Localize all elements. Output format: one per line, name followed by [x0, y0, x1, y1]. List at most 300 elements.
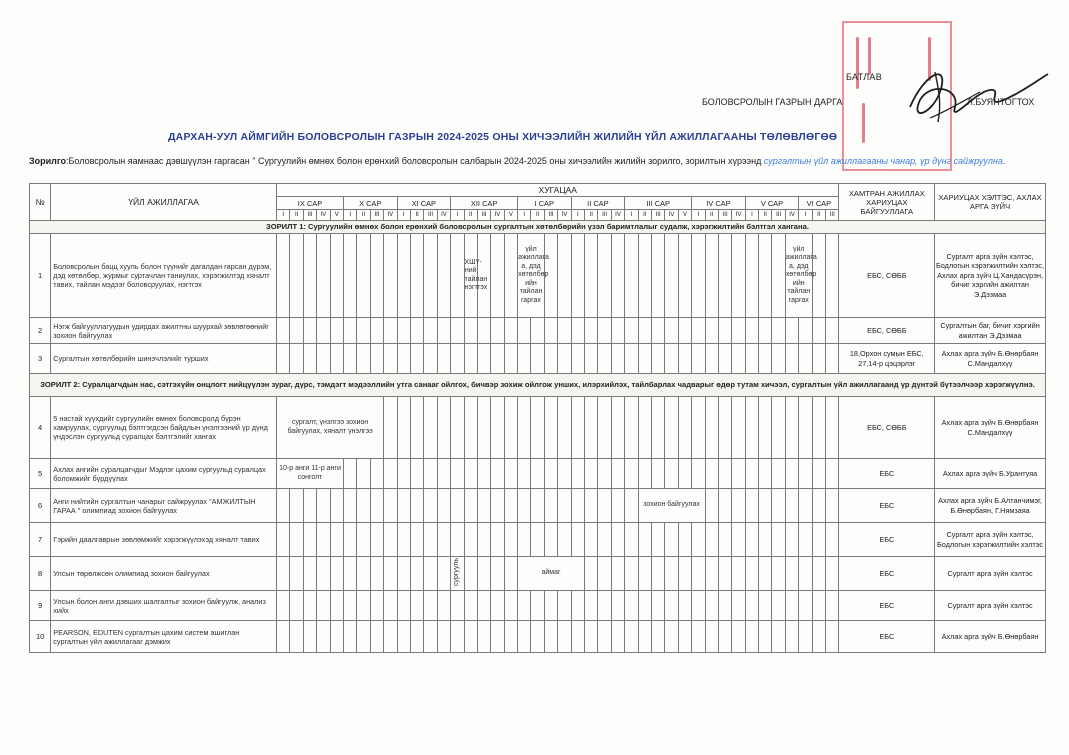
timeline-cell — [491, 318, 504, 344]
week-header: IV — [317, 210, 330, 221]
timeline-cell — [732, 489, 745, 523]
timeline-cell — [558, 397, 571, 459]
timeline-cell — [665, 459, 678, 489]
timeline-cell — [357, 234, 370, 318]
timeline-cell — [732, 523, 745, 557]
month-header: XII САР — [451, 197, 518, 210]
week-header: II — [464, 210, 477, 221]
timeline-cell — [625, 344, 638, 374]
week-header: III — [772, 210, 785, 221]
timeline-cell — [451, 489, 464, 523]
timeline-cell — [437, 557, 450, 591]
timeline-note-cell: үйл ажиллага а, дэд хөтөлбөр ийн тайлан гаргах — [518, 234, 545, 318]
table-row — [30, 557, 1046, 591]
timeline-cell — [424, 621, 437, 653]
timeline-cell — [384, 557, 397, 591]
row-number: 10 — [30, 621, 51, 653]
timeline-cell — [317, 621, 330, 653]
timeline-cell — [678, 591, 691, 621]
timeline-cell — [518, 397, 531, 459]
timeline-cell — [651, 591, 664, 621]
row-number: 6 — [30, 489, 51, 523]
timeline-cell — [544, 621, 557, 653]
timeline-cell — [558, 318, 571, 344]
row-activity: PEARSON, EDUTEN сургалтын цахим систем ашиглан сургалтын үйл ажиллагааг дэмжих — [51, 621, 277, 653]
timeline-cell — [785, 591, 798, 621]
week-header: II — [705, 210, 718, 221]
timeline-cell — [330, 557, 343, 591]
timeline-note: сургууль — [453, 557, 461, 586]
timeline-cell — [585, 234, 598, 318]
timeline-cell — [491, 397, 504, 459]
month-header: X САР — [343, 197, 397, 210]
timeline-cell — [638, 591, 651, 621]
timeline-cell — [518, 523, 531, 557]
timeline-cell — [692, 234, 705, 318]
timeline-cell — [504, 318, 517, 344]
timeline-cell — [397, 234, 410, 318]
timeline-cell — [424, 344, 437, 374]
row-activity: 5 настай хүүхдийг сургуулийн өмнөх боловсролд бүрэн хамруулах, сургуульд бэлтгэгдсэн байдлын үнэлгээний үр дүнд үндэслэн сургуульд суралцах бэлтгэлийг хангах — [51, 397, 277, 459]
timeline-cell — [290, 234, 303, 318]
timeline-cell — [759, 344, 772, 374]
month-header: IV САР — [692, 197, 746, 210]
timeline-cell — [585, 591, 598, 621]
row-responsible: Сургалтын баг, бичиг хэргийн ажилтан Э.Дэзмаа — [935, 318, 1046, 344]
week-header: III — [651, 210, 664, 221]
timeline-cell — [772, 523, 785, 557]
month-header: IX САР — [277, 197, 344, 210]
timeline-cell — [464, 459, 477, 489]
row-responsible: Ахлах арга зүйч Б.Алтанчимэг, Б.Өнөрбаян, Г.Нямзаяа — [935, 489, 1046, 523]
timeline-cell — [504, 344, 517, 374]
timeline-cell — [625, 557, 638, 591]
row-responsible: Ахлах арга зүйч Б.Өнөрбаян С.Мандалхүү — [935, 397, 1046, 459]
timeline-cell — [384, 344, 397, 374]
timeline-cell — [585, 344, 598, 374]
timeline-cell — [464, 523, 477, 557]
timeline-cell — [330, 621, 343, 653]
week-header: II — [357, 210, 370, 221]
timeline-cell — [772, 344, 785, 374]
timeline-cell — [558, 344, 571, 374]
timeline-cell — [504, 234, 517, 318]
week-header: IV — [732, 210, 745, 221]
month-header: V САР — [745, 197, 799, 210]
timeline-cell — [477, 621, 490, 653]
row-activity: Ахлах ангийн суралцагчдыг Мэдлэг цахим сургуульд суралцах боломжийг бүрдүүлах — [51, 459, 277, 489]
timeline-cell — [732, 621, 745, 653]
timeline-cell — [277, 318, 290, 344]
row-activity: Боловсролын бацц хууль болон түүнийг дагалдан гарсан дүрэм, дэд хөтөлбөр, журмыг суртачлан таниулах, хэрэгжилтэд хяналт тавих, тайлан мэдээг боловсруулах, нэгтгэх — [51, 234, 277, 318]
timeline-cell — [745, 344, 758, 374]
timeline-cell — [343, 318, 356, 344]
timeline-cell — [598, 557, 611, 591]
timeline-cell — [571, 344, 584, 374]
timeline-cell — [451, 591, 464, 621]
timeline-cell — [571, 489, 584, 523]
month-header: I САР — [518, 197, 572, 210]
timeline-cell — [518, 591, 531, 621]
timeline-cell — [370, 489, 383, 523]
timeline-cell — [531, 397, 544, 459]
row-responsible: Сургалт арга зүйн хэлтэс — [935, 591, 1046, 621]
timeline-cell — [665, 397, 678, 459]
week-header: IV — [437, 210, 450, 221]
timeline-cell — [678, 318, 691, 344]
timeline-cell — [277, 523, 290, 557]
timeline-cell — [745, 621, 758, 653]
goal-row-title: ЗОРИЛТ 2: Суралцагчдын нас, сэтгэхүйн онцлогт нийцүүлэн зураг, дүрс, тэмдэгт мэдээллийн утга санааг ойлгох, бичвэр зохиж ойлгож унших, илэрхийлэх, тайлбарлах чадварыг өдөр тутам хичээл, сургалтын үйл ажиллагаанд үр дүнтэй бүтээлчээр хэрэгжүүлнэ. — [30, 374, 1046, 397]
timeline-cell — [357, 318, 370, 344]
timeline-cell — [477, 489, 490, 523]
timeline-cell — [290, 344, 303, 374]
goal-text: :Боловсролын яамнаас дэвшүүлэн гаргасан " Сургуулийн өмнөх болон ерөнхий боловсролын салбарын 2024-2025 оны хичээлийн жилийн зорилго, зорилтын хүрээнд — [66, 156, 764, 166]
timeline-cell — [317, 234, 330, 318]
timeline-cell — [531, 318, 544, 344]
timeline-cell — [651, 523, 664, 557]
document-title: ДАРХАН-УУЛ АЙМГИЙН БОЛОВСРОЛЫН ГАЗРЫН 2024-2025 ОНЫ ХИЧЭЭЛИЙН ЖИЛИЙН ҮЙЛ АЖИЛЛАГААНЫ ТӨЛӨВЛӨГӨӨ — [168, 131, 838, 143]
row-cooperating: ЕБС — [839, 489, 935, 523]
month-header: II САР — [571, 197, 625, 210]
timeline-cell — [665, 621, 678, 653]
timeline-cell — [692, 459, 705, 489]
timeline-cell — [732, 459, 745, 489]
timeline-cell — [384, 621, 397, 653]
timeline-cell — [397, 397, 410, 459]
week-header: IV — [558, 210, 571, 221]
timeline-cell — [424, 459, 437, 489]
timeline-cell — [611, 591, 624, 621]
timeline-cell — [638, 557, 651, 591]
week-header: IV — [785, 210, 798, 221]
timeline-cell — [464, 318, 477, 344]
timeline-cell — [544, 459, 557, 489]
timeline-cell — [343, 621, 356, 653]
timeline-cell — [718, 621, 731, 653]
timeline-cell — [370, 591, 383, 621]
timeline-cell — [290, 591, 303, 621]
timeline-cell — [464, 621, 477, 653]
timeline-cell — [812, 591, 825, 621]
timeline-cell — [799, 523, 812, 557]
timeline-cell — [410, 344, 423, 374]
row-cooperating: ЕБС — [839, 591, 935, 621]
row-cooperating: ЕБС — [839, 621, 935, 653]
table-row — [30, 591, 1046, 621]
timeline-cell — [370, 621, 383, 653]
timeline-cell — [504, 621, 517, 653]
timeline-cell — [531, 489, 544, 523]
timeline-cell — [611, 234, 624, 318]
timeline-cell — [397, 621, 410, 653]
week-header: III — [544, 210, 557, 221]
timeline-cell — [665, 557, 678, 591]
timeline-cell — [678, 397, 691, 459]
timeline-cell — [357, 344, 370, 374]
timeline-cell — [705, 459, 718, 489]
timeline-cell — [678, 621, 691, 653]
timeline-cell — [772, 459, 785, 489]
timeline-cell — [397, 318, 410, 344]
timeline-cell — [451, 397, 464, 459]
timeline-cell — [705, 397, 718, 459]
timeline-cell — [665, 234, 678, 318]
timeline-cell — [437, 489, 450, 523]
week-header: V — [678, 210, 691, 221]
timeline-cell — [464, 397, 477, 459]
timeline-cell — [759, 591, 772, 621]
timeline-cell — [491, 621, 504, 653]
timeline-cell — [504, 591, 517, 621]
timeline-cell — [772, 397, 785, 459]
header-cooperating: ХАМТРАН АЖИЛЛАХ ХАРИУЦАХ БАЙГУУЛЛАГА — [839, 184, 935, 221]
plan-table — [29, 183, 1046, 653]
timeline-cell — [424, 557, 437, 591]
timeline-cell — [303, 591, 316, 621]
timeline-cell — [558, 459, 571, 489]
week-header: I — [625, 210, 638, 221]
week-header: II — [638, 210, 651, 221]
timeline-cell — [477, 557, 490, 591]
timeline-cell — [745, 234, 758, 318]
timeline-cell — [732, 344, 745, 374]
table-row — [30, 621, 1046, 653]
timeline-cell — [732, 234, 745, 318]
timeline-cell — [692, 318, 705, 344]
timeline-cell — [451, 523, 464, 557]
timeline-cell — [718, 318, 731, 344]
timeline-cell — [571, 523, 584, 557]
timeline-cell — [504, 459, 517, 489]
timeline-cell — [437, 621, 450, 653]
timeline-cell — [477, 318, 490, 344]
timeline-cell — [732, 318, 745, 344]
row-responsible: Ахлах арга зүйч Б.Урантуяа — [935, 459, 1046, 489]
timeline-cell — [799, 621, 812, 653]
timeline-cell — [384, 459, 397, 489]
timeline-cell — [330, 591, 343, 621]
week-header: I — [277, 210, 290, 221]
timeline-cell — [370, 459, 383, 489]
timeline-cell — [410, 591, 423, 621]
timeline-cell — [397, 557, 410, 591]
row-cooperating: ЕБС, СӨББ — [839, 397, 935, 459]
timeline-cell — [759, 523, 772, 557]
week-header: III — [424, 210, 437, 221]
timeline-cell — [558, 234, 571, 318]
month-header: VI САР — [799, 197, 839, 210]
timeline-cell — [705, 344, 718, 374]
timeline-note-cell: сургалт, үнэлгээ зохион байгуулах, хяналт үнэлгээ — [277, 397, 384, 459]
timeline-cell — [544, 489, 557, 523]
timeline-cell — [759, 489, 772, 523]
timeline-cell — [759, 318, 772, 344]
timeline-cell — [625, 318, 638, 344]
header-no: № — [30, 184, 51, 221]
week-header: II — [585, 210, 598, 221]
timeline-note-cell — [451, 557, 464, 591]
timeline-cell — [451, 344, 464, 374]
timeline-cell — [558, 489, 571, 523]
row-cooperating: 18,Орхон сумын ЕБС, 27,14-р цэцэрлэг — [839, 344, 935, 374]
timeline-cell — [424, 591, 437, 621]
timeline-cell — [705, 557, 718, 591]
timeline-cell — [611, 318, 624, 344]
table-row — [30, 234, 1046, 318]
timeline-cell — [544, 523, 557, 557]
timeline-cell — [317, 523, 330, 557]
timeline-cell — [330, 318, 343, 344]
timeline-cell — [424, 523, 437, 557]
timeline-cell — [678, 234, 691, 318]
timeline-cell — [491, 523, 504, 557]
timeline-cell — [692, 557, 705, 591]
timeline-cell — [826, 459, 839, 489]
week-header: II — [290, 210, 303, 221]
timeline-cell — [571, 234, 584, 318]
timeline-cell — [558, 591, 571, 621]
table-row — [30, 459, 1046, 489]
timeline-cell — [651, 621, 664, 653]
timeline-cell — [303, 234, 316, 318]
timeline-cell — [705, 523, 718, 557]
timeline-cell — [531, 523, 544, 557]
timeline-cell — [785, 557, 798, 591]
timeline-cell — [665, 344, 678, 374]
timeline-cell — [585, 397, 598, 459]
timeline-cell — [665, 318, 678, 344]
row-responsible: Ахлах арга зүйч Б.Өнөрбаян С.Мандалхүү — [935, 344, 1046, 374]
timeline-cell — [571, 591, 584, 621]
timeline-cell — [277, 621, 290, 653]
timeline-cell — [812, 621, 825, 653]
timeline-cell — [477, 591, 490, 621]
timeline-cell — [410, 557, 423, 591]
timeline-cell — [424, 234, 437, 318]
timeline-cell — [799, 344, 812, 374]
timeline-cell — [303, 523, 316, 557]
goal-label: Зорилго — [29, 156, 67, 166]
timeline-cell — [625, 459, 638, 489]
timeline-cell — [370, 344, 383, 374]
week-header: I — [518, 210, 531, 221]
timeline-cell — [397, 523, 410, 557]
timeline-cell — [491, 591, 504, 621]
timeline-cell — [826, 591, 839, 621]
timeline-cell — [651, 318, 664, 344]
week-header: I — [799, 210, 812, 221]
timeline-cell — [745, 318, 758, 344]
timeline-cell — [598, 489, 611, 523]
timeline-cell — [477, 344, 490, 374]
timeline-cell — [277, 557, 290, 591]
table-row — [30, 523, 1046, 557]
timeline-cell — [437, 397, 450, 459]
timeline-cell — [705, 489, 718, 523]
timeline-cell — [330, 234, 343, 318]
timeline-cell — [598, 318, 611, 344]
row-activity: Анги нийтийн сургалтын чанарыг сайжруулах "АМЖИЛТЫН ГАРАА " олимпиад зохион байгуулах — [51, 489, 277, 523]
timeline-cell — [625, 489, 638, 523]
timeline-cell — [410, 489, 423, 523]
timeline-cell — [424, 397, 437, 459]
timeline-cell — [477, 397, 490, 459]
timeline-cell — [518, 621, 531, 653]
timeline-cell — [544, 397, 557, 459]
timeline-cell — [611, 344, 624, 374]
timeline-cell — [718, 591, 731, 621]
timeline-cell — [598, 523, 611, 557]
header-timeline: ХУГАЦАА — [277, 184, 839, 197]
timeline-cell — [451, 318, 464, 344]
timeline-cell — [826, 234, 839, 318]
timeline-cell — [343, 591, 356, 621]
timeline-cell — [424, 489, 437, 523]
week-header: I — [692, 210, 705, 221]
timeline-cell — [678, 459, 691, 489]
row-responsible: Сургалт арга зүйн хэлтэс — [935, 557, 1046, 591]
timeline-cell — [343, 234, 356, 318]
row-number: 4 — [30, 397, 51, 459]
row-activity: Нэгж байгууллагуудын удирдах ажилтны шуурхай зөвлөгөөнийг зохион байгуулах — [51, 318, 277, 344]
row-number: 8 — [30, 557, 51, 591]
timeline-cell — [638, 397, 651, 459]
timeline-cell — [397, 489, 410, 523]
week-header: I — [397, 210, 410, 221]
timeline-cell — [558, 621, 571, 653]
timeline-cell — [303, 344, 316, 374]
week-header: I — [451, 210, 464, 221]
timeline-cell — [772, 591, 785, 621]
timeline-cell — [785, 523, 798, 557]
week-header: III — [477, 210, 490, 221]
timeline-cell — [585, 459, 598, 489]
timeline-cell — [277, 344, 290, 374]
timeline-cell — [290, 557, 303, 591]
timeline-cell — [759, 557, 772, 591]
timeline-cell — [585, 523, 598, 557]
timeline-cell — [585, 557, 598, 591]
table-row — [30, 397, 1046, 459]
timeline-note-cell: зохион байгуулах — [638, 489, 705, 523]
timeline-cell — [343, 459, 356, 489]
row-number: 7 — [30, 523, 51, 557]
timeline-cell — [826, 621, 839, 653]
timeline-cell — [571, 397, 584, 459]
director-name: Л.БУЯНТОГТОХ — [967, 97, 1035, 107]
timeline-cell — [745, 397, 758, 459]
week-header: I — [571, 210, 584, 221]
timeline-cell — [290, 318, 303, 344]
timeline-cell — [410, 523, 423, 557]
timeline-cell — [625, 234, 638, 318]
timeline-cell — [303, 621, 316, 653]
timeline-cell — [531, 591, 544, 621]
week-header: III — [826, 210, 839, 221]
timeline-cell — [598, 397, 611, 459]
timeline-cell — [437, 523, 450, 557]
row-cooperating: ЕБС — [839, 557, 935, 591]
timeline-cell — [277, 591, 290, 621]
timeline-cell — [330, 523, 343, 557]
timeline-cell — [491, 344, 504, 374]
month-header: III САР — [625, 197, 692, 210]
approve-label: БАТЛАВ — [846, 72, 883, 82]
timeline-cell — [611, 489, 624, 523]
week-header: IV — [491, 210, 504, 221]
week-header: I — [745, 210, 758, 221]
